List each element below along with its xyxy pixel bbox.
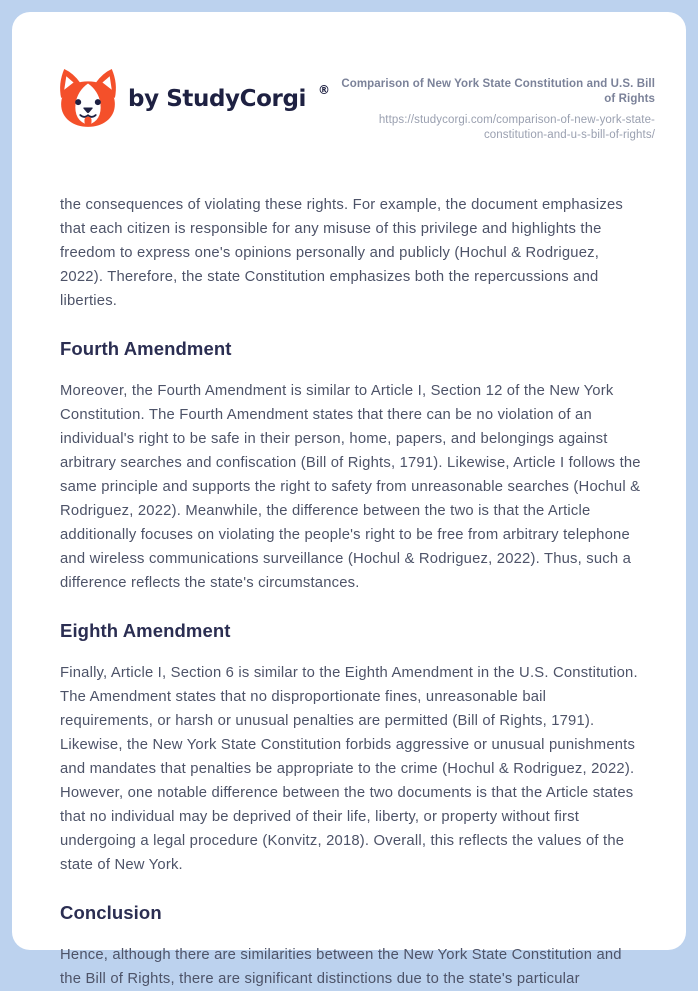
- document-title: Comparison of New York State Constitution and U.S. Bill of Rights: [341, 78, 655, 105]
- paragraph-fourth-amendment: Moreover, the Fourth Amendment is similar to Article I, Section 12 of the New York Constitution. The Fourth Amendment states that there can be no violation of an individual's right to be safe in their person, home, papers, and belongings against arbitrary searches and confiscation (Bill of Rights, 1791). Likewise, Article I follows the same principle and supports the right to safety from unreasonable searches (Hochul & Rodriguez, 2022). Meanwhile, the difference between the two is that the Article additionally focuses on violating the people's right to be free from arbitrary telephone and wireless communications surveillance (Hochul & Rodriguez, 2022). Thus, such a difference reflects the state's circumstances.: [60, 383, 641, 591]
- brand: [57, 68, 330, 130]
- document-header: [12, 12, 686, 143]
- registered-trademark: ®: [318, 83, 331, 97]
- document-meta: [330, 68, 655, 143]
- paragraph-intro-continuation: the consequences of violating these rights. For example, the document emphasizes that each citizen is responsible for any misuse of this privilege and highlights the freedom to express one's opinions personally and publicly (Hochul & Rodriguez, 2022). Therefore, the state Constitution emphasizes both the repercussions and liberties.: [60, 197, 623, 309]
- article-body: [12, 193, 686, 991]
- section-heading-fourth-amendment: Fourth Amendment: [60, 338, 232, 359]
- paragraph-eighth-amendment: Finally, Article I, Section 6 is similar to the Eighth Amendment in the U.S. Constitution. The Amendment states that no disproportionate fines, unreasonable bail requirements, or harsh or unusual penalties are permitted (Bill of Rights, 1791). Likewise, the New York State Constitution forbids aggressive or unusual punishments and mandates that penalties be appropriate to the crime (Hochul & Rodriguez, 2022). However, one notable difference between the two documents is that the Article states that no individual may be deprived of their life, liberty, or property without first undergoing a legal procedure (Konvitz, 2018). Overall, this reflects the values of the state of New York.: [60, 665, 638, 873]
- document-card: [12, 12, 686, 987]
- corgi-logo-icon: [57, 68, 119, 130]
- document-url: https://studycorgi.com/comparison-of-new-york-state-constitution-and-u-s-bill-of-rights/: [378, 114, 655, 141]
- section-heading-eighth-amendment: Eighth Amendment: [60, 620, 231, 641]
- brand-name: by StudyCorgi: [128, 86, 307, 112]
- paragraph-conclusion: Hence, although there are similarities between the New York State Constitution and the Bill of Rights, there are significant distinctions due to the state's particular: [60, 947, 622, 987]
- section-heading-conclusion: Conclusion: [60, 902, 162, 923]
